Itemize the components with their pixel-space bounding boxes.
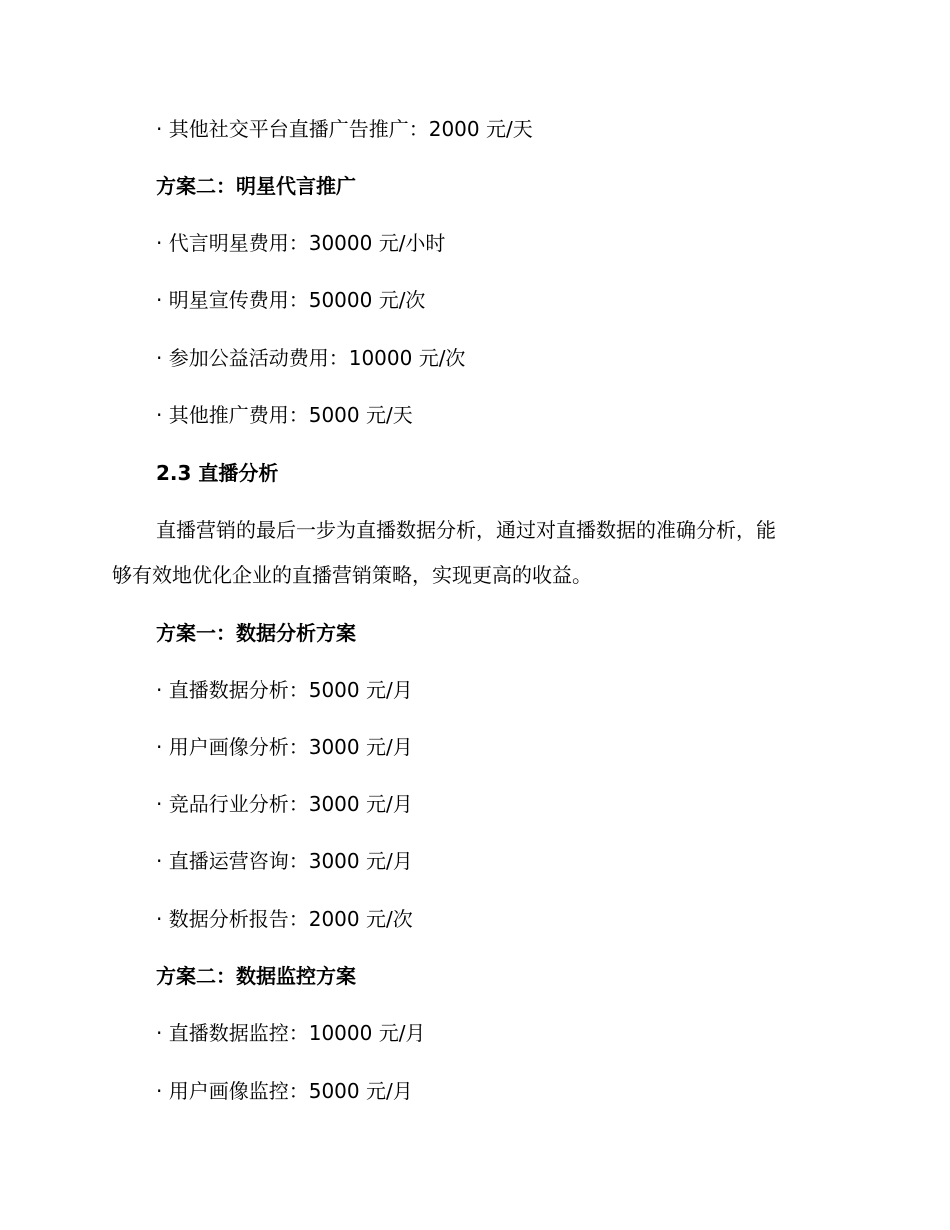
- list-item: · 明星宣传费用：50000 元/次: [156, 288, 426, 312]
- plan-title: 方案二：数据监控方案: [156, 964, 356, 988]
- list-item: · 直播数据监控：10000 元/月: [156, 1021, 426, 1045]
- paragraph-line: 直播营销的最后一步为直播数据分析，通过对直播数据的准确分析，能: [156, 518, 776, 542]
- list-item: · 其他社交平台直播广告推广：2000 元/天: [156, 117, 533, 141]
- list-item: · 竞品行业分析：3000 元/月: [156, 792, 413, 816]
- list-item: · 数据分析报告：2000 元/次: [156, 907, 413, 931]
- list-item: · 用户画像监控：5000 元/月: [156, 1079, 413, 1103]
- plan-title: 方案二：明星代言推广: [156, 174, 356, 198]
- plan-title: 方案一：数据分析方案: [156, 621, 356, 645]
- list-item: · 代言明星费用：30000 元/小时: [156, 231, 446, 255]
- list-item: · 直播运营咨询：3000 元/月: [156, 849, 413, 873]
- paragraph-line: 够有效地优化企业的直播营销策略，实现更高的收益。: [112, 563, 592, 587]
- section-heading: 2.3 直播分析: [156, 461, 279, 485]
- list-item: · 其他推广费用：5000 元/天: [156, 403, 413, 427]
- list-item: · 参加公益活动费用：10000 元/次: [156, 346, 466, 370]
- list-item: · 用户画像分析：3000 元/月: [156, 735, 413, 759]
- list-item: · 直播数据分析：5000 元/月: [156, 678, 413, 702]
